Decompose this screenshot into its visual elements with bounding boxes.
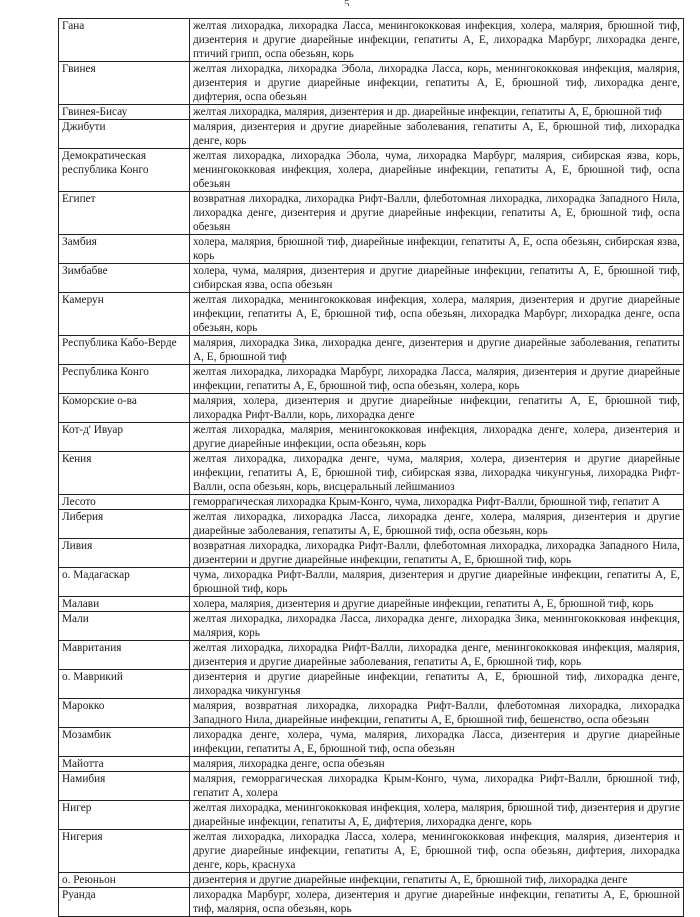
table-row [59, 539, 684, 568]
table-row [59, 728, 684, 757]
country-cell: Гана [59, 19, 190, 62]
country-cell: Малави [59, 597, 190, 612]
country-cell: Гвинея [59, 62, 190, 105]
table-row [59, 452, 684, 495]
table-row [59, 641, 684, 670]
diseases-cell: малярия, дизентерия и другие диарейные заболевания, гепатиты А, Е, брюшной тиф, лихорадка денге, корь [190, 120, 684, 149]
country-cell: Марокко [59, 699, 190, 728]
diseases-cell: желтая лихорадка, лихорадка Марбург, лихорадка Ласса, малярия, дизентерия и другие диарейные инфекции, гепатиты А, Е, брюшной тиф, оспа обезьян, холера, корь [190, 365, 684, 394]
diseases-cell: холера, малярия, брюшной тиф, диарейные инфекции, гепатиты А, Е, оспа обезьян, сибирская язва, корь [190, 235, 684, 264]
country-cell: о. Реюньон [59, 873, 190, 888]
country-cell: Зимбабве [59, 264, 190, 293]
table-row [59, 612, 684, 641]
country-cell: Демократическая республика Конго [59, 149, 190, 192]
diseases-cell: желтая лихорадка, лихорадка Ласса, менингококковая инфекция, холера, малярия, брюшной тиф, дизентерия и другие диарейные инфекции, гепатиты А, Е, лихорадка Марбург, лихорадка денге, птичий грипп, оспа обезьян, корь [190, 19, 684, 62]
diseases-cell: желтая лихорадка, малярия, дизентерия и др. диарейные инфекции, гепатиты А, Е, брюшной тиф [190, 105, 684, 120]
diseases-cell: желтая лихорадка, лихорадка Эбола, чума, лихорадка Марбург, малярия, сибирская язва, корь, менингококковая инфекция, холера, диарейные инфекции, гепатиты А, Е, брюшной тиф, оспа обезьян [190, 149, 684, 192]
country-cell: Египет [59, 192, 190, 235]
country-cell: Кения [59, 452, 190, 495]
table-row [59, 423, 684, 452]
table-row [59, 264, 684, 293]
diseases-cell: лихорадка Марбург, холера, дизентерия и другие диарейные инфекции, гепатиты А, Е, брюшной тиф, малярия, оспа обезьян, корь [190, 888, 684, 917]
diseases-cell: лихорадка денге, холера, чума, малярия, лихорадка Ласса, дизентерия и другие диарейные инфекции, гепатиты А, Е, брюшной тиф, оспа обезьян [190, 728, 684, 757]
country-cell: Нигерия [59, 830, 190, 873]
diseases-cell: чума, лихорадка Рифт-Валли, малярия, дизентерия и другие диарейные инфекции, гепатиты А, Е, брюшной тиф, корь [190, 568, 684, 597]
country-cell: Республика Кабо-Верде [59, 336, 190, 365]
table-row [59, 830, 684, 873]
page-number: 5 [344, 0, 350, 6]
table-row [59, 873, 684, 888]
country-cell: Майотта [59, 757, 190, 772]
diseases-cell: желтая лихорадка, менингококковая инфекция, холера, малярия, брюшной тиф, дизентерия и другие диарейные инфекции, гепатиты А, Е, дифтерия, лихорадка денге, корь [190, 801, 684, 830]
country-cell: о. Мадагаскар [59, 568, 190, 597]
table-row [59, 670, 684, 699]
diseases-cell: малярия, лихорадка денге, оспа обезьян [190, 757, 684, 772]
table-row [59, 394, 684, 423]
country-cell: Республика Конго [59, 365, 190, 394]
table-row [59, 192, 684, 235]
diseases-cell: малярия, холера, дизентерия и другие диарейные инфекции, гепатиты А, Е, брюшной тиф, лихорадка Рифт-Валли, корь, лихорадка денге [190, 394, 684, 423]
diseases-cell: геморрагическая лихорадка Крым-Конго, чума, лихорадка Рифт-Валли, брюшной тиф, гепатит А [190, 495, 684, 510]
country-cell: Намибия [59, 772, 190, 801]
country-cell: Джибути [59, 120, 190, 149]
table-row [59, 149, 684, 192]
table-row [59, 568, 684, 597]
diseases-cell: желтая лихорадка, лихорадка Эбола, лихорадка Ласса, корь, менингококковая инфекция, малярия, дизентерия и другие диарейные инфекции, гепатиты А, Е, брюшной тиф, лихорадка денге, дифтерия, оспа обезьян [190, 62, 684, 105]
country-cell: Камерун [59, 293, 190, 336]
table-row [59, 495, 684, 510]
diseases-cell: холера, малярия, дизентерия и другие диарейные инфекции, гепатиты А, Е, брюшной тиф, корь [190, 597, 684, 612]
table-row [59, 120, 684, 149]
diseases-cell: малярия, возвратная лихорадка, лихорадка Рифт-Валли, флеботомная лихорадка, лихорадка Западного Нила, диарейные инфекции, гепатиты А, Е, брюшной тиф, бешенство, оспа обезьян [190, 699, 684, 728]
table-row [59, 772, 684, 801]
diseases-cell: желтая лихорадка, лихорадка Рифт-Валли, лихорадка денге, менингококковая инфекция, малярия, дизентерия и другие диарейные заболевания, гепатиты А, Е, брюшной тиф, корь [190, 641, 684, 670]
country-cell: о. Маврикий [59, 670, 190, 699]
country-cell: Лесото [59, 495, 190, 510]
country-cell: Руанда [59, 888, 190, 917]
table-row [59, 597, 684, 612]
table-row [59, 365, 684, 394]
diseases-cell: малярия, геморрагическая лихорадка Крым-Конго, чума, лихорадка Рифт-Валли, брюшной тиф, гепатит А, холера [190, 772, 684, 801]
country-cell: Коморские о-ва [59, 394, 190, 423]
country-cell: Ливия [59, 539, 190, 568]
country-cell: Гвинея-Бисау [59, 105, 190, 120]
table-body [59, 19, 684, 917]
country-disease-table [58, 18, 684, 917]
country-cell: Замбия [59, 235, 190, 264]
country-cell: Либерия [59, 510, 190, 539]
diseases-cell: возвратная лихорадка, лихорадка Рифт-Валли, флеботомная лихорадка, лихорадка Западного Нила, дизентерии и другие диарейные инфекции, гепатиты А, Е, брюшной тиф, корь [190, 539, 684, 568]
table-row [59, 19, 684, 62]
country-cell: Кот-д' Ивуар [59, 423, 190, 452]
diseases-cell: возвратная лихорадка, лихорадка Рифт-Валли, флеботомная лихорадка, лихорадка Западного Нила, лихорадка денге, дизентерия и другие диарейные инфекции, гепатиты А, Е, брюшной тиф, оспа обезьян [190, 192, 684, 235]
diseases-cell: дизентерия и другие диарейные инфекции, гепатиты А, Е, брюшной тиф, лихорадка денге [190, 873, 684, 888]
diseases-cell: желтая лихорадка, менингококковая инфекция, холера, малярия, дизентерия и другие диарейные инфекции, гепатиты А, Е, брюшной тиф, оспа обезьян, лихорадка Марбург, лихорадка денге, оспа обезьян, корь [190, 293, 684, 336]
table-row [59, 235, 684, 264]
table-row [59, 510, 684, 539]
table-row [59, 336, 684, 365]
table-row [59, 888, 684, 917]
table-row [59, 293, 684, 336]
table-row [59, 801, 684, 830]
table-row [59, 62, 684, 105]
country-cell: Мали [59, 612, 190, 641]
diseases-cell: желтая лихорадка, лихорадка Ласса, лихорадка денге, холера, малярия, дизентерия и другие диарейные заболевания, гепатиты А, Е, брюшной тиф, оспа обезьян, корь [190, 510, 684, 539]
diseases-cell: дизентерия и другие диарейные инфекции, гепатиты А, Е, брюшной тиф, лихорадка денге, лихорадка чикунгунья [190, 670, 684, 699]
table-row [59, 699, 684, 728]
country-cell: Мавритания [59, 641, 190, 670]
table-row [59, 105, 684, 120]
country-cell: Нигер [59, 801, 190, 830]
diseases-cell: желтая лихорадка, лихорадка Ласса, холера, менингококковая инфекция, малярия, дизентерия и другие диарейные инфекции, гепатиты А, Е, брюшной тиф, оспа обезьян, дифтерия, лихорадка денге, корь, краснуха [190, 830, 684, 873]
diseases-cell: холера, чума, малярия, дизентерия и другие диарейные инфекции, гепатиты А, Е, брюшной тиф, сибирская язва, оспа обезьян [190, 264, 684, 293]
diseases-cell: желтая лихорадка, малярия, менингококковая инфекция, лихорадка денге, холера, дизентерия и другие диарейные инфекции, оспа обезьян, корь [190, 423, 684, 452]
diseases-cell: желтая лихорадка, лихорадка денге, чума, малярия, холера, дизентерия и другие диарейные инфекции, гепатиты А, Е, брюшной тиф, сибирская язва, лихорадка чикунгунья, лихорадка Рифт-Валли, оспа обезьян, корь, висцеральный лейшманиоз [190, 452, 684, 495]
diseases-cell: желтая лихорадка, лихорадка Ласса, лихорадка денге, лихорадка Зика, менингококковая инфекция, малярия, корь [190, 612, 684, 641]
diseases-cell: малярия, лихорадка Зика, лихорадка денге, дизентерия и другие диарейные заболевания, гепатиты А, Е, брюшной тиф [190, 336, 684, 365]
country-cell: Мозамбик [59, 728, 190, 757]
table-row [59, 757, 684, 772]
